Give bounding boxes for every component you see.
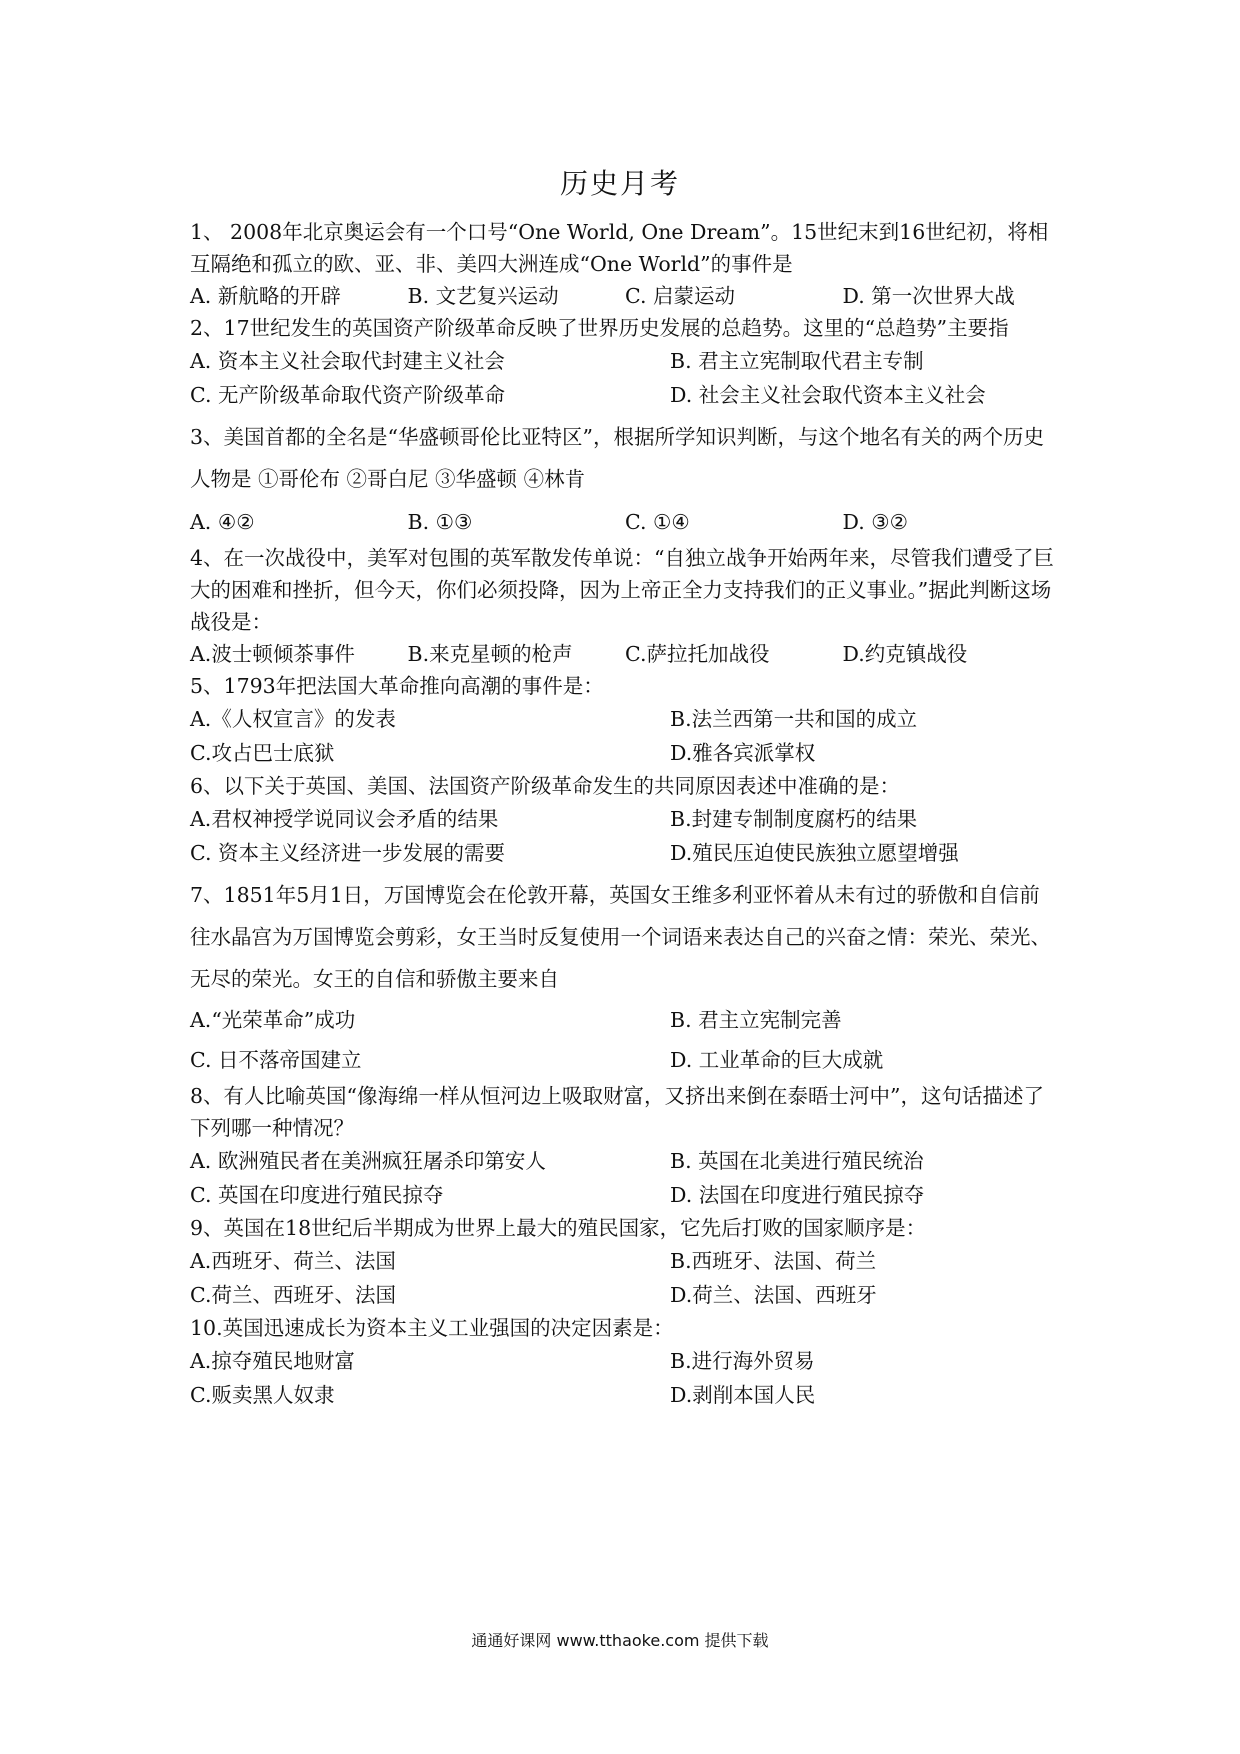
option-a: A. 资本主义社会取代封建主义社会 xyxy=(190,349,505,373)
option-b: B.西班牙、法国、荷兰 xyxy=(670,1249,877,1273)
question-1 xyxy=(190,216,1060,312)
question-stem: 10.英国迅速成长为资本主义工业强国的决定因素是： xyxy=(190,1316,674,1340)
option-c: C. 无产阶级革命取代资产阶级革命 xyxy=(190,383,505,407)
option-row xyxy=(190,506,1060,538)
question-stem: 9、英国在18世纪后半期成为世界上最大的殖民国家，它先后打败的国家顺序是： xyxy=(190,1216,927,1240)
question-7 xyxy=(190,874,1060,1080)
option-c: C. 日不落帝国建立 xyxy=(190,1048,362,1072)
option-c: C. 英国在印度进行殖民掠夺 xyxy=(190,1183,444,1207)
option-d: D.剥削本国人民 xyxy=(670,1383,816,1407)
option-grid xyxy=(190,1344,1060,1412)
option-d: D.殖民压迫使民族独立愿望增强 xyxy=(670,841,959,865)
option-c: C.萨拉托加战役 xyxy=(625,642,770,666)
page-footer: 通通好课网 www.tthaoke.com 提供下载 xyxy=(471,1631,769,1650)
option-d: D. ③② xyxy=(842,510,908,534)
question-stem: 1、 2008年北京奥运会有一个口号“One World, One Dream”。15世纪末到16世纪初，将相互隔绝和孤立的欧、亚、非、美四大洲连成“One World”的事件是 xyxy=(190,220,1049,276)
question-stem: 3、美国首都的全名是“华盛顿哥伦比亚特区”，根据所学知识判断，与这个地名有关的两个历史人物是 ①哥伦布 ②哥白尼 ③华盛顿 ④林肯 xyxy=(190,425,1045,491)
option-a: A. ④② xyxy=(190,510,255,534)
option-b: B.法兰西第一共和国的成立 xyxy=(670,707,918,731)
question-stem: 6、以下关于英国、美国、法国资产阶级革命发生的共同原因表述中准确的是： xyxy=(190,774,901,798)
question-3 xyxy=(190,416,1060,538)
option-a: A.“光荣革命”成功 xyxy=(190,1008,356,1032)
option-c: C. 资本主义经济进一步发展的需要 xyxy=(190,841,505,865)
option-c: C. 启蒙运动 xyxy=(625,284,735,308)
option-grid xyxy=(190,344,1060,412)
question-10 xyxy=(190,1312,1060,1412)
option-d: D.荷兰、法国、西班牙 xyxy=(670,1283,877,1307)
question-6 xyxy=(190,770,1060,870)
option-a: A. 欧洲殖民者在美洲疯狂屠杀印第安人 xyxy=(190,1149,546,1173)
question-stem: 8、有人比喻英国“像海绵一样从恒河边上吸取财富，又挤出来倒在泰晤士河中”，这句话描述了下列哪一种情况？ xyxy=(190,1084,1045,1140)
question-stem: 2、17世纪发生的英国资产阶级革命反映了世界历史发展的总趋势。这里的“总趋势”主要指 xyxy=(190,316,1009,340)
option-d: D.雅各宾派掌权 xyxy=(670,741,816,765)
option-b: B. ①③ xyxy=(407,510,473,534)
option-d: D. 社会主义社会取代资本主义社会 xyxy=(670,383,986,407)
option-b: B. 文艺复兴运动 xyxy=(407,284,559,308)
option-a: A.西班牙、荷兰、法国 xyxy=(190,1249,396,1273)
option-d: D. 法国在印度进行殖民掠夺 xyxy=(670,1183,925,1207)
option-grid xyxy=(190,1000,1060,1080)
option-a: A. 新航略的开辟 xyxy=(190,284,341,308)
option-a: A.君权神授学说同议会矛盾的结果 xyxy=(190,807,499,831)
option-grid xyxy=(190,702,1060,770)
question-2 xyxy=(190,312,1060,412)
option-d: D.约克镇战役 xyxy=(842,642,968,666)
option-b: B. 英国在北美进行殖民统治 xyxy=(670,1149,924,1173)
option-grid xyxy=(190,1144,1060,1212)
option-row xyxy=(190,638,1060,670)
question-8 xyxy=(190,1080,1060,1212)
question-4 xyxy=(190,542,1060,670)
option-grid xyxy=(190,802,1060,870)
option-a: A.波士顿倾茶事件 xyxy=(190,642,355,666)
question-9 xyxy=(190,1212,1060,1312)
option-b: B.进行海外贸易 xyxy=(670,1349,815,1373)
question-5 xyxy=(190,670,1060,770)
option-c: C.荷兰、西班牙、法国 xyxy=(190,1283,396,1307)
option-a: A.掠夺殖民地财富 xyxy=(190,1349,355,1373)
question-stem: 4、在一次战役中，美军对包围的英军散发传单说：“自独立战争开始两年来，尽管我们遭受了巨大的困难和挫折，但今天，你们必须投降，因为上帝正全力支持我们的正义事业。”据此判断这场战役是： xyxy=(190,546,1055,634)
option-b: B. 君主立宪制取代君主专制 xyxy=(670,349,924,373)
question-stem: 7、1851年5月1日，万国博览会在伦敦开幕，英国女王维多利亚怀着从未有过的骄傲和自信前往水晶宫为万国博览会剪彩，女王当时反复使用一个词语来表达自己的兴奋之情：荣光、荣光、无尽的荣光。女王的自信和骄傲主要来自 xyxy=(190,883,1051,991)
option-d: D. 第一次世界大战 xyxy=(842,284,1015,308)
question-list xyxy=(190,216,1060,1412)
option-a: A.《人权宣言》的发表 xyxy=(190,707,396,731)
option-c: C. ①④ xyxy=(625,510,690,534)
option-d: D. 工业革命的巨大成就 xyxy=(670,1048,884,1072)
page-title: 历史月考 xyxy=(559,167,680,200)
option-c: C.攻占巴士底狱 xyxy=(190,741,335,765)
question-stem: 5、1793年把法国大革命推向高潮的事件是： xyxy=(190,674,604,698)
option-row xyxy=(190,280,1060,312)
option-grid xyxy=(190,1244,1060,1312)
option-b: B.封建专制制度腐朽的结果 xyxy=(670,807,918,831)
option-b: B. 君主立宪制完善 xyxy=(670,1008,842,1032)
option-c: C.贩卖黑人奴隶 xyxy=(190,1383,335,1407)
option-b: B.来克星顿的枪声 xyxy=(407,642,573,666)
